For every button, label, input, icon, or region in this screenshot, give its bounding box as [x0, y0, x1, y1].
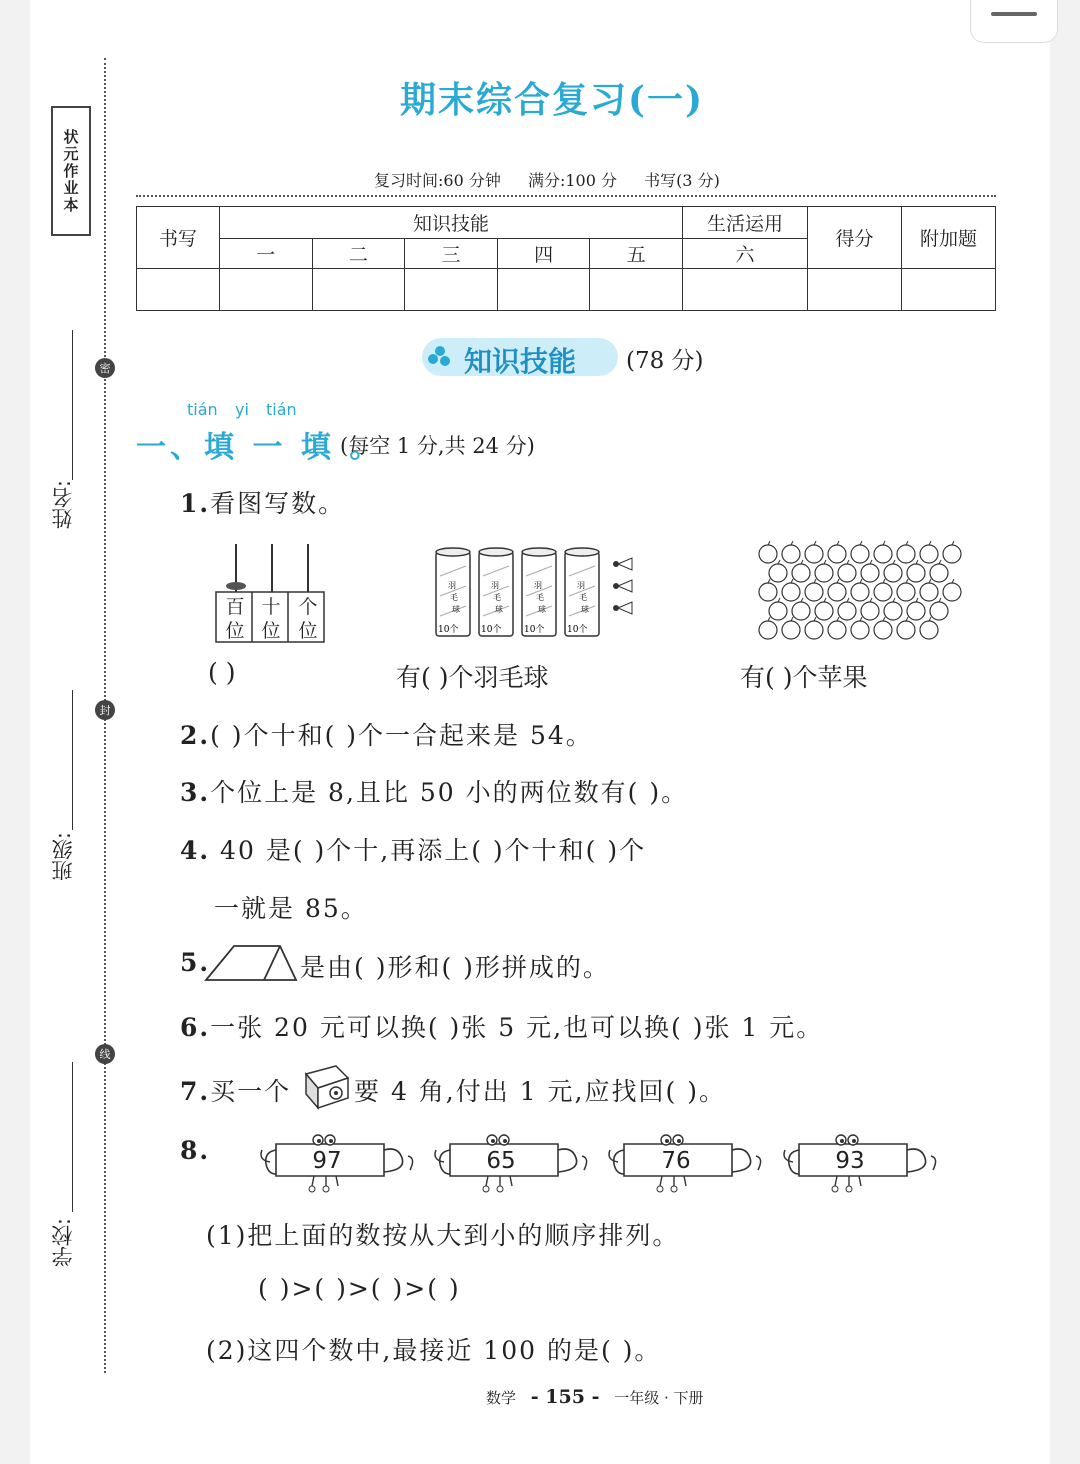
header-divider — [136, 195, 996, 197]
apple-icon — [907, 560, 925, 582]
worm-number-2: 65 — [486, 1148, 516, 1174]
apple-icon — [930, 560, 948, 582]
apple-icon — [815, 598, 833, 620]
question-8 — [180, 1136, 210, 1165]
abacus-label: 位 — [298, 620, 318, 642]
q5-text[interactable]: 是由( )形和( )形拼成的。 — [300, 953, 610, 982]
apple-icon — [759, 617, 777, 639]
svg-text:羽: 羽 — [448, 581, 456, 590]
apple-icon — [828, 541, 846, 563]
apple-icon — [769, 560, 787, 582]
score-cell[interactable] — [220, 269, 313, 311]
name-label: 姓名: — [51, 480, 75, 530]
drag-handle[interactable] — [970, 0, 1058, 43]
question-1 — [180, 484, 345, 520]
apple-icon — [769, 598, 787, 620]
apple-icon — [792, 598, 810, 620]
apples-image — [758, 540, 974, 644]
worm-number-3: 76 — [661, 1148, 691, 1174]
svg-text:羽: 羽 — [534, 581, 542, 590]
apple-icon — [782, 541, 800, 563]
question-7 — [180, 1072, 291, 1108]
apple-icon — [851, 617, 869, 639]
apple-icon — [874, 579, 892, 601]
question-4-line-2: 一就是 85。 — [214, 894, 368, 923]
apple-icon — [805, 541, 823, 563]
q1-text: 看图写数。 — [210, 489, 346, 518]
q8-sub-2[interactable]: (2)这四个数中,最接近 100 的是( )。 — [206, 1336, 662, 1365]
shuttlecock-icon — [613, 558, 632, 570]
col-knowledge: 知识技能 — [220, 207, 683, 239]
seal-xian: 线 — [95, 1044, 115, 1064]
exam-writing: 书写(3 分) — [644, 171, 720, 190]
exam-time: 复习时间:60 分钟 — [374, 171, 501, 190]
q7-number: 7. — [180, 1077, 211, 1106]
apple-icon — [874, 617, 892, 639]
q1-number: 1. — [180, 489, 211, 518]
school-label: 学校: — [51, 1218, 75, 1268]
clover-icon — [428, 346, 452, 370]
col-writing: 书写 — [137, 207, 220, 269]
footer-grade: 一年级 · 下册 — [614, 1389, 704, 1407]
question-4[interactable] — [180, 831, 646, 867]
apple-icon — [759, 541, 777, 563]
q1-blank-3[interactable]: 有( )个苹果 — [740, 663, 868, 692]
score-table — [136, 206, 996, 311]
svg-text:10个: 10个 — [524, 625, 545, 635]
apple-icon — [920, 541, 938, 563]
apple-icon — [920, 617, 938, 639]
q2-text: ( )个十和( )个一合起来是 54。 — [210, 721, 593, 750]
section-note: (每空 1 分,共 24 分) — [340, 434, 535, 458]
brand-box — [51, 106, 91, 236]
score-cell[interactable] — [405, 269, 498, 311]
apple-icon — [861, 560, 879, 582]
svg-text:球: 球 — [581, 605, 589, 614]
footer-subject: 数学 — [486, 1389, 517, 1407]
tube-1 — [436, 548, 470, 636]
q6-text: 一张 20 元可以换( )张 5 元,也可以换( )张 1 元。 — [210, 1013, 824, 1042]
exam-meta — [374, 168, 742, 191]
apple-icon — [759, 579, 777, 601]
apple-icon — [792, 560, 810, 582]
apple-icon — [884, 560, 902, 582]
apple-icon — [838, 560, 856, 582]
apple-icon — [782, 617, 800, 639]
q7-text-2[interactable]: 要 4 角,付出 1 元,应找回( )。 — [354, 1077, 726, 1106]
apple-icon — [943, 541, 961, 563]
svg-text:羽: 羽 — [577, 581, 585, 590]
section-badge — [422, 338, 618, 376]
abacus-label: 位 — [261, 620, 281, 642]
page-number: - 155 - — [530, 1386, 600, 1408]
apple-icon — [930, 598, 948, 620]
abacus-label: 个 — [298, 596, 318, 618]
apple-icon — [851, 579, 869, 601]
score-cell[interactable] — [312, 269, 405, 311]
q7-text-1: 买一个 — [210, 1077, 292, 1106]
trapezoid-shape — [204, 944, 300, 984]
abacus-tens — [259, 595, 283, 643]
score-cell[interactable] — [590, 269, 683, 311]
col-score: 得分 — [808, 207, 902, 269]
svg-text:羽: 羽 — [491, 581, 499, 590]
worm-number-4: 93 — [835, 1148, 865, 1174]
svg-text:球: 球 — [495, 605, 503, 614]
apple-icon — [851, 541, 869, 563]
apple-icon — [828, 579, 846, 601]
shuttlecock-icon — [613, 602, 632, 614]
class-line — [72, 690, 73, 830]
pinyin-3: tián — [266, 400, 297, 419]
apple-icon — [897, 541, 915, 563]
col-4: 四 — [497, 239, 590, 269]
abacus-label: 位 — [225, 620, 245, 642]
class-label: 班级: — [51, 832, 75, 882]
handle-bar — [991, 12, 1037, 16]
svg-text:毛: 毛 — [579, 593, 587, 602]
apple-icon — [897, 579, 915, 601]
shuttlecock-icon — [613, 580, 632, 592]
apple-icon — [874, 541, 892, 563]
q3-number: 3. — [180, 778, 211, 807]
col-2: 二 — [312, 239, 405, 269]
exam-full-score: 满分:100 分 — [527, 171, 617, 190]
seal-mi: 密 — [95, 358, 115, 378]
svg-text:球: 球 — [538, 605, 546, 614]
pinyin-2: yi — [235, 400, 249, 419]
q1-blank-1[interactable]: ( ) — [208, 658, 236, 687]
q3-text: 个位上是 8,且比 50 小的两位数有( )。 — [210, 778, 689, 807]
svg-text:10个: 10个 — [567, 625, 588, 635]
q8-sub-1: (1)把上面的数按从大到小的顺序排列。 — [206, 1221, 680, 1250]
col-bonus: 附加题 — [902, 207, 996, 269]
section-title: 一、填 一 填 。 — [136, 430, 384, 465]
badge-label: 知识技能 — [464, 345, 577, 378]
abacus-label: 十 — [261, 596, 281, 618]
brand-label: 状元作业本 — [61, 128, 80, 214]
q8-sub-1-answer[interactable]: ( )>( )>( )>( ) — [258, 1274, 461, 1303]
abacus-label: 百 — [225, 596, 245, 618]
q6-number: 6. — [180, 1013, 211, 1042]
question-6[interactable] — [180, 1008, 823, 1044]
q2-number: 2. — [180, 721, 211, 750]
question-2[interactable] — [180, 716, 593, 752]
apple-icon — [782, 579, 800, 601]
tube-2 — [479, 548, 513, 636]
q5-number: 5. — [180, 948, 211, 977]
apple-icon — [805, 617, 823, 639]
question-3[interactable] — [180, 773, 688, 809]
apple-icon — [907, 598, 925, 620]
apple-icon — [920, 579, 938, 601]
apple-icon — [861, 598, 879, 620]
svg-text:10个: 10个 — [481, 625, 502, 635]
q4-number: 4. — [180, 836, 211, 865]
col-3: 三 — [405, 239, 498, 269]
score-cell[interactable] — [137, 269, 220, 311]
pinyin-1: tián — [187, 400, 218, 419]
seal-feng: 封 — [95, 700, 115, 720]
apple-icon — [897, 617, 915, 639]
abacus-ones — [296, 595, 320, 643]
score-cell[interactable] — [497, 269, 590, 311]
apple-icon — [828, 617, 846, 639]
apple-icon — [943, 579, 961, 601]
page-footer — [486, 1386, 704, 1408]
svg-text:毛: 毛 — [493, 593, 501, 602]
apple-icon — [838, 598, 856, 620]
apple-icon — [815, 560, 833, 582]
svg-text:10个: 10个 — [438, 625, 459, 635]
score-cell[interactable] — [808, 269, 902, 311]
worm-number-1: 97 — [312, 1148, 342, 1174]
school-line — [72, 1062, 73, 1212]
col-1: 一 — [220, 239, 313, 269]
abacus-hundreds — [223, 595, 247, 643]
tube-3 — [522, 548, 556, 636]
col-life: 生活运用 — [683, 207, 808, 239]
q8-number: 8. — [180, 1136, 211, 1165]
score-cell[interactable] — [683, 269, 808, 311]
col-5: 五 — [590, 239, 683, 269]
page-title: 期末综合复习(一) — [400, 79, 705, 121]
score-cell[interactable] — [902, 269, 996, 311]
q1-blank-2[interactable]: 有( )个羽毛球 — [396, 663, 549, 692]
tube-4 — [565, 548, 599, 636]
name-line — [72, 330, 73, 480]
svg-text:毛: 毛 — [536, 593, 544, 602]
shuttlecock-tubes — [434, 546, 644, 642]
badge-points: (78 分) — [626, 348, 704, 374]
col-6: 六 — [683, 239, 808, 269]
svg-text:毛: 毛 — [450, 593, 458, 602]
apple-icon — [805, 579, 823, 601]
pencil-sharpener-icon — [300, 1062, 352, 1112]
apple-icon — [884, 598, 902, 620]
q4-text: 40 是( )个十,再添上( )个十和( )个 — [210, 836, 647, 865]
svg-text:球: 球 — [452, 605, 460, 614]
